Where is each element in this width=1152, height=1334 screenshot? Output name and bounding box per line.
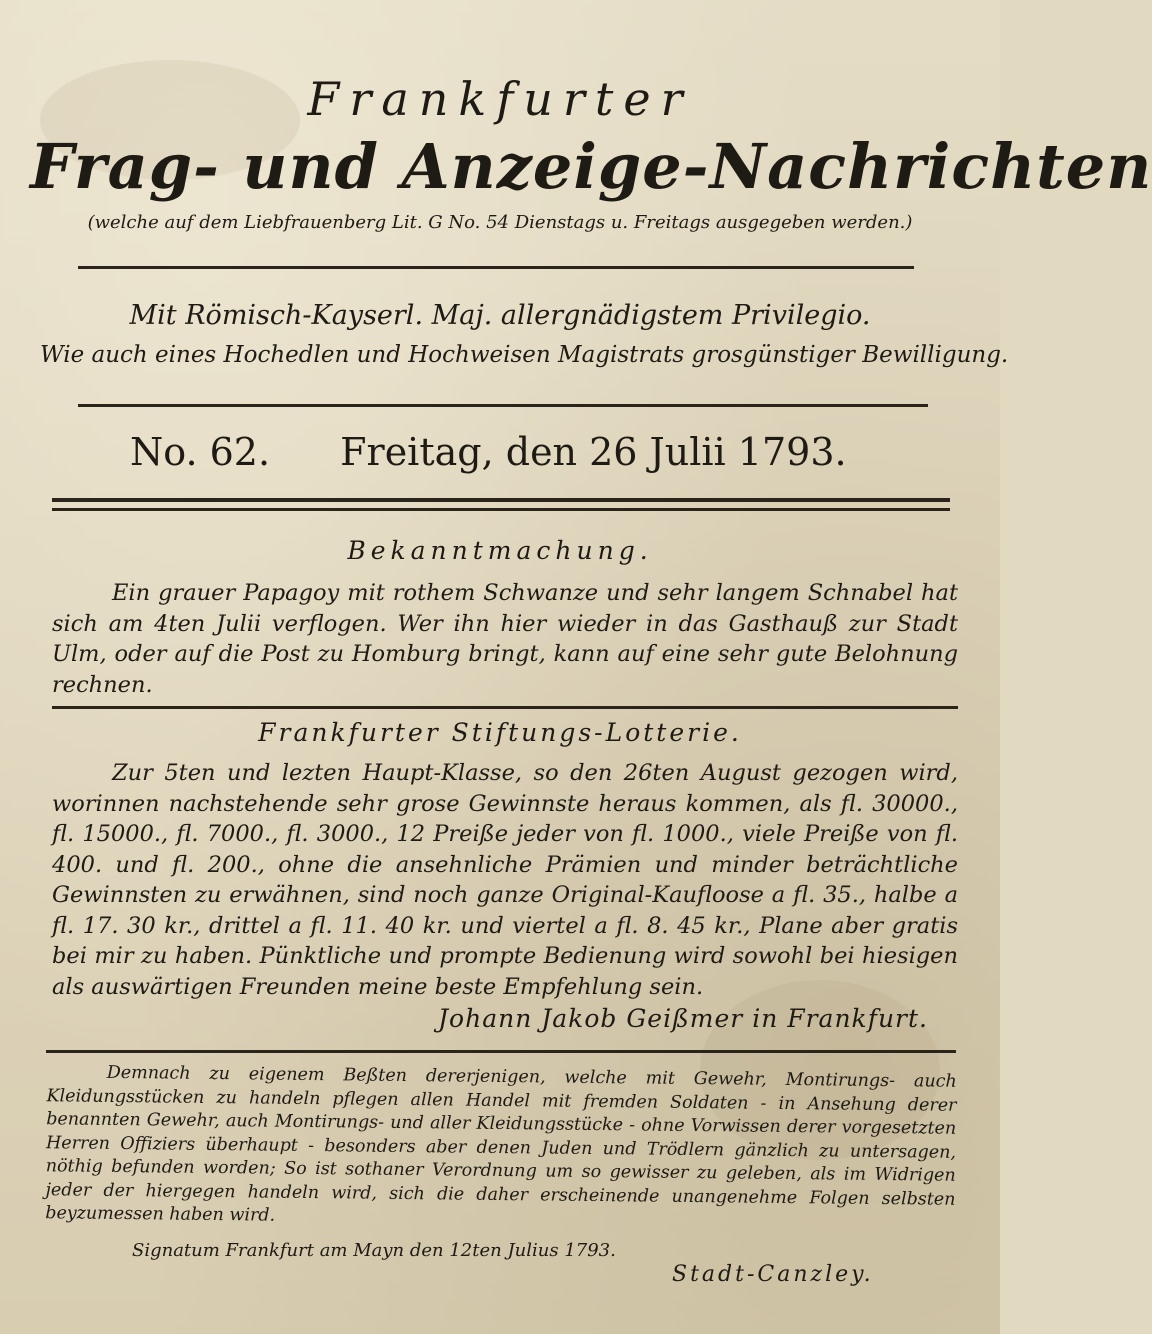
privilege-line2: Wie auch eines Hochedlen und Hochweisen Magistrats grosgünstiger Bewilligung. — [40, 342, 1009, 368]
issue-date: Freitag, den 26 Julii 1793. — [340, 430, 847, 474]
issue-number: No. 62. — [130, 430, 271, 474]
notice-text-parrot: Ein grauer Papagoy mit rothem Schwanze und sehr langem Schnabel hat sich am 4ten Julii verflogen. Wer ihn hier wieder in das Gasthauß zur Stadt Ulm, oder auf die Post zu Homburg bringt, kann auf eine sehr gute Belohnung rechnen. — [52, 580, 958, 698]
divider-rule — [46, 1050, 956, 1053]
notice-title-bekanntmachung: Bekanntmachung. — [347, 536, 653, 565]
divider-rule — [78, 404, 928, 407]
lotterie-signature: Johann Jakob Geißmer in Frankfurt. — [438, 1004, 928, 1033]
masthead-subline: (welche auf dem Liebfrauenberg Lit. G No. 54 Dienstags u. Freitags ausgegeben werden.) — [87, 212, 913, 233]
decree-authority: Stadt-Canzley. — [672, 1262, 874, 1287]
masthead-line1: Frankfurter — [307, 72, 693, 126]
issue-line — [130, 430, 900, 474]
divider-rule — [52, 706, 958, 709]
decree-text: Demnach zu eigenem Beßten dererjenigen, welche mit Gewehr, Montirungs- auch Kleidungsstücken zu handeln pflegen allen Handel mit fremden Soldaten - in Ansehung derer benannten Gewehr, auch Montirungs- und aller Kleidungsstücke - ohne Vorwissen derer vorgesetzten Herren Offiziers überhaupt - besonders aber denen Juden und Trödlern gänzlich zu untersagen, nöthig befunden worden; So ist sothaner Verordnung um so gewisser zu geleben, als im Widrigen jeder der hiergegen handeln wird, sich die daher erscheinende unangenehme Folgen selbsten beyzumessen haben wird. — [45, 1062, 957, 1226]
divider-rule — [78, 266, 914, 269]
notice-text-lotterie: Zur 5ten und lezten Haupt-Klasse, so den 26ten August gezogen wird, worinnen nachstehende sehr grose Gewinnste heraus kommen, als fl. 30000., fl. 15000., fl. 7000., fl. 3000., 12 Preiße jeder von fl. 1000., viele Preiße von fl. 400. und fl. 200., ohne die ansehnliche Prämien und minder beträchtliche Gewinnsten zu erwähnen, sind noch ganze Original-Kaufloose a fl. 35., halbe a fl. 17. 30 kr., drittel a fl. 11. 40 kr. und viertel a fl. 8. 45 kr., Plane aber gratis bei mir zu haben. Pünktliche und prompte Bedienung wird sowohl bei hiesigen als auswärtigen Freunden meine beste Empfehlung sein. — [52, 760, 958, 1000]
notice-title-lotterie: Frankfurter Stiftungs-Lotterie. — [258, 718, 742, 747]
decree-signatum: Signatum Frankfurt am Mayn den 12ten Julius 1793. — [132, 1240, 616, 1261]
double-rule-bottom — [52, 508, 950, 511]
double-rule-top — [52, 498, 950, 502]
privilege-line1: Mit Römisch-Kayserl. Maj. allergnädigstem Privilegio. — [129, 300, 871, 331]
masthead-title: Frag- und Anzeige-Nachrichten — [30, 130, 1152, 203]
